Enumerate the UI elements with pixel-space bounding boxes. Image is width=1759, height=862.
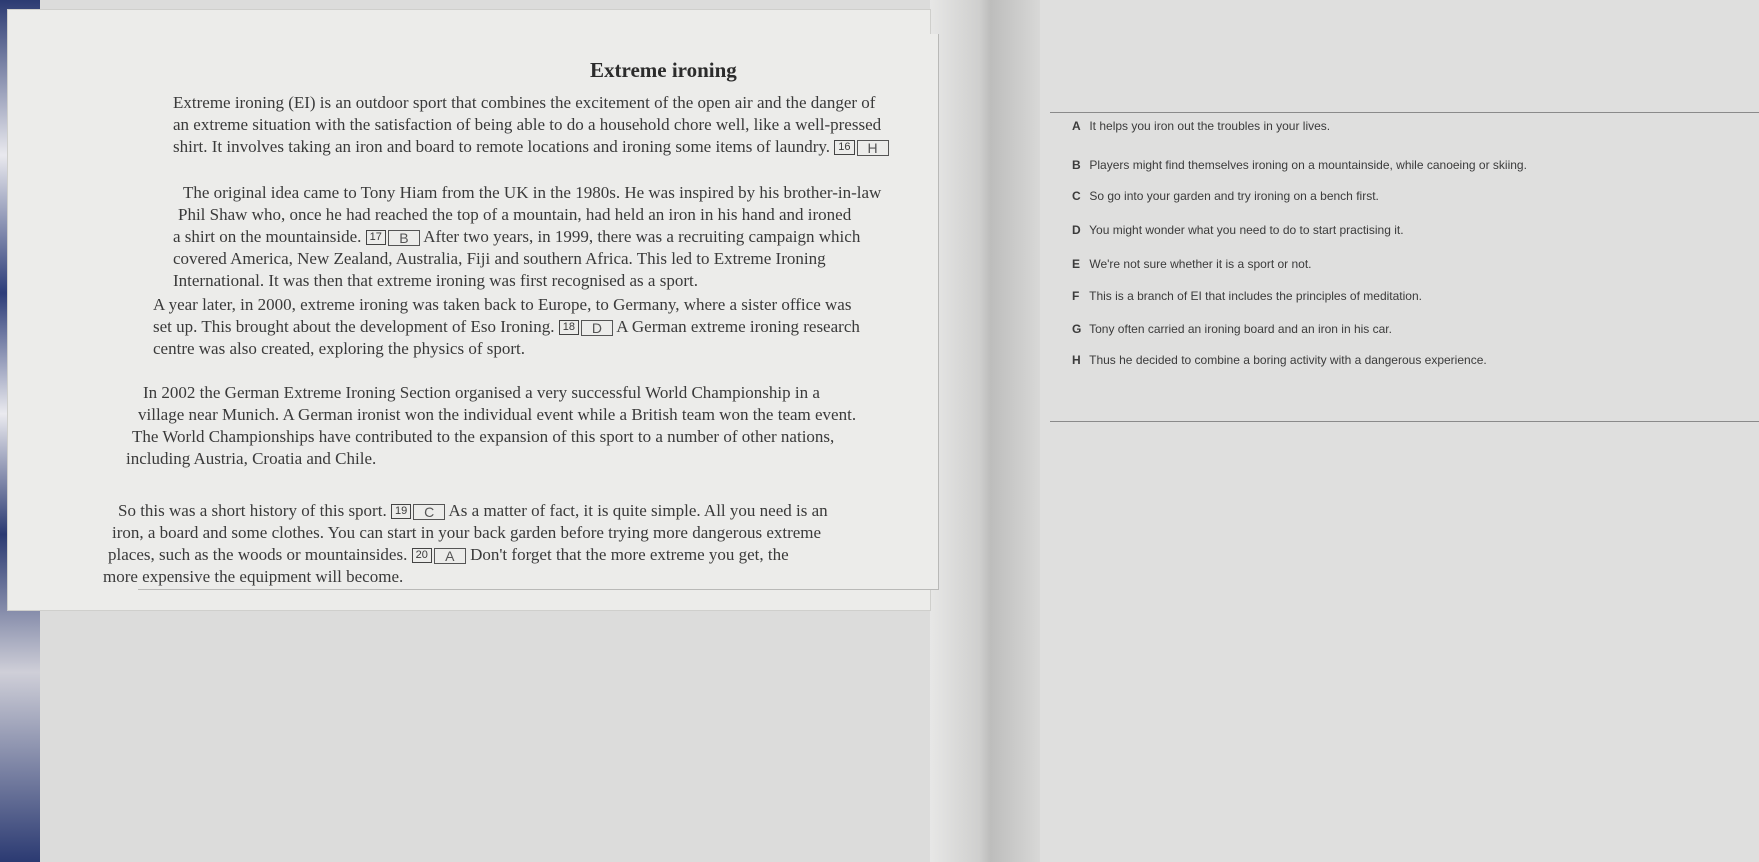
option-g[interactable]: [1072, 322, 1392, 336]
text-line: centre was also created, exploring the physics of sport.: [153, 339, 525, 358]
text-segment: A German extreme ironing research: [616, 317, 860, 336]
gap-answer-box[interactable]: D: [581, 320, 613, 336]
option-text: This is a branch of EI that includes the principles of meditation.: [1089, 289, 1422, 303]
text-line: more expensive the equipment will become.: [103, 567, 404, 586]
option-text: We're not sure whether it is a sport or not.: [1089, 257, 1312, 271]
option-d[interactable]: [1072, 223, 1404, 237]
text-segment: Don't forget that the more extreme you get, the: [470, 545, 789, 564]
option-letter: B: [1072, 158, 1081, 172]
option-letter: H: [1072, 353, 1081, 367]
text-line: including Austria, Croatia and Chile.: [126, 449, 377, 468]
option-h[interactable]: [1072, 353, 1487, 367]
text-segment: a shirt on the mountainside.: [173, 227, 362, 246]
text-segment: So this was a short history of this sport.: [118, 501, 387, 520]
text-segment: places, such as the woods or mountainsides.: [108, 545, 408, 564]
gap-number: 19: [391, 504, 411, 519]
option-text: You might wonder what you need to do to start practising it.: [1089, 223, 1404, 237]
option-letter: G: [1072, 322, 1082, 336]
gap-answer-box[interactable]: C: [413, 504, 445, 520]
option-text: So go into your garden and try ironing on a bench first.: [1089, 189, 1379, 203]
text-line: In 2002 the German Extreme Ironing Section organised a very successful World Championship in a: [143, 383, 820, 402]
text-line: [173, 226, 860, 248]
option-c[interactable]: [1072, 189, 1379, 203]
article-title: Extreme ironing: [590, 58, 737, 82]
text-segment: set up. This brought about the development of Eso Ironing.: [153, 317, 555, 336]
text-line: an extreme situation with the satisfaction of being able to do a household chore well, like a well-pressed: [173, 115, 882, 134]
text-segment: After two years, in 1999, there was a recruiting campaign which: [423, 227, 861, 246]
left-page: [8, 10, 930, 610]
text-line: covered America, New Zealand, Australia, Fiji and southern Africa. This led to Extreme Ironing: [173, 249, 826, 268]
gap-number: 16: [834, 140, 854, 155]
book-gutter: [930, 0, 1040, 862]
option-letter: F: [1072, 289, 1080, 303]
gap-answer-box[interactable]: H: [857, 140, 889, 156]
text-line: [153, 316, 860, 338]
gap-answer-box[interactable]: A: [434, 548, 466, 564]
gap-number: 17: [366, 230, 386, 245]
option-text: Players might find themselves ironing on a mountainside, while canoeing or skiing.: [1089, 158, 1527, 172]
option-a[interactable]: [1072, 119, 1330, 133]
text-line: [108, 544, 789, 566]
gap-number: 20: [412, 548, 432, 563]
text-line: village near Munich. A German ironist won the individual event while a British team won the team event.: [138, 405, 857, 424]
text-segment: shirt. It involves taking an iron and board to remote locations and ironing some items of laundry.: [173, 137, 831, 156]
option-b[interactable]: [1072, 158, 1527, 172]
option-text: Tony often carried an ironing board and an iron in his car.: [1089, 322, 1392, 336]
article-box: [103, 34, 939, 590]
option-letter: E: [1072, 257, 1081, 271]
text-line: [173, 136, 889, 158]
text-segment: As a matter of fact, it is quite simple. All you need is an: [448, 501, 828, 520]
option-text: Thus he decided to combine a boring activity with a dangerous experience.: [1089, 353, 1487, 367]
option-letter: C: [1072, 189, 1081, 203]
text-line: A year later, in 2000, extreme ironing was taken back to Europe, to Germany, where a sister office was: [153, 295, 852, 314]
text-line: The original idea came to Tony Hiam from the UK in the 1980s. He was inspired by his brother-in-law: [183, 183, 882, 202]
text-line: [118, 500, 828, 522]
option-letter: D: [1072, 223, 1081, 237]
options-panel: [1050, 112, 1759, 422]
text-line: The World Championships have contributed to the expansion of this sport to a number of other nations,: [132, 427, 835, 446]
option-e[interactable]: [1072, 257, 1312, 271]
gap-number: 18: [559, 320, 579, 335]
text-line: iron, a board and some clothes. You can start in your back garden before trying more dangerous extreme: [112, 523, 822, 542]
gap-answer-box[interactable]: B: [388, 230, 420, 246]
option-letter: A: [1072, 119, 1081, 133]
text-line: Extreme ironing (EI) is an outdoor sport that combines the excitement of the open air and the danger of: [173, 93, 876, 112]
option-f[interactable]: [1072, 289, 1422, 303]
text-line: International. It was then that extreme ironing was first recognised as a sport.: [173, 271, 698, 290]
text-line: Phil Shaw who, once he had reached the top of a mountain, had held an iron in his hand and ironed: [178, 205, 852, 224]
option-text: It helps you iron out the troubles in your lives.: [1089, 119, 1331, 133]
